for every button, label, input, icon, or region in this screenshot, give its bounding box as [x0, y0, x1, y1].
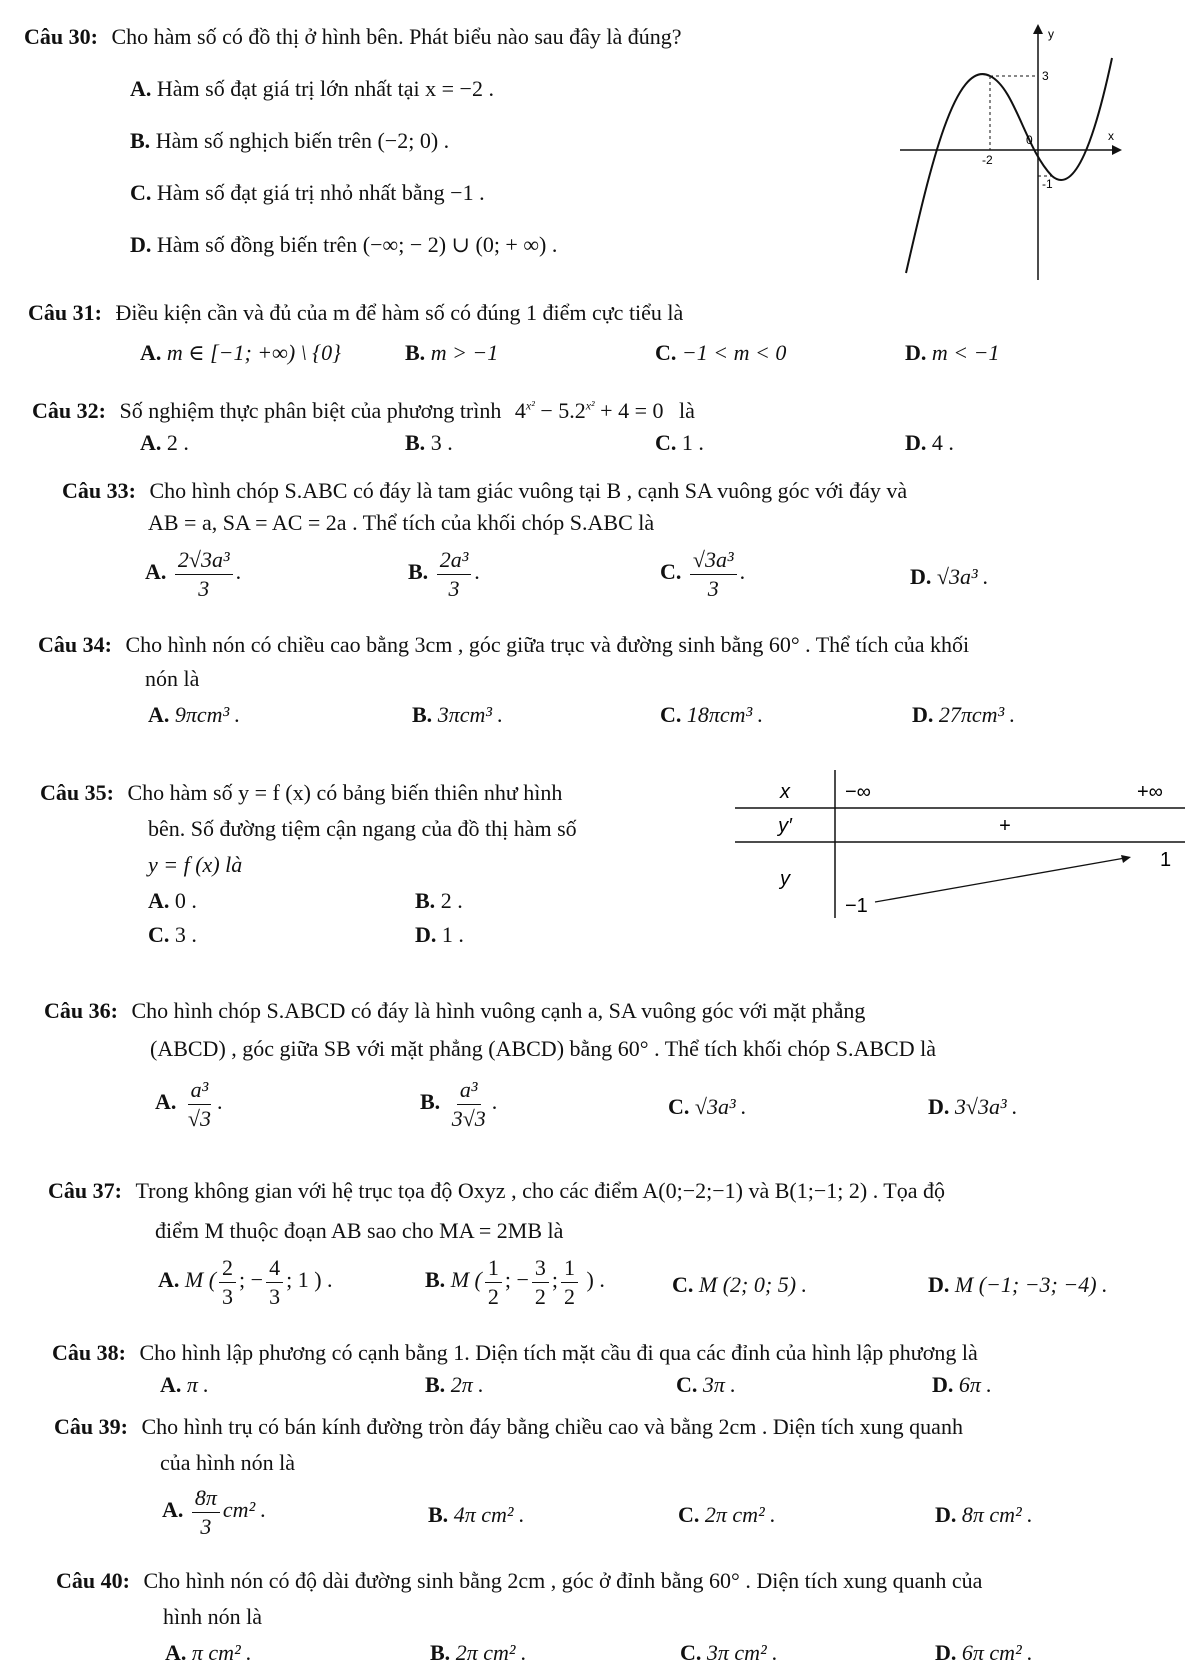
question-number: Câu 33:: [62, 478, 136, 503]
fraction-denominator: 2: [564, 1283, 575, 1309]
option-c[interactable]: [668, 1094, 747, 1119]
option-letter: A.: [160, 1372, 182, 1397]
option-text: 3 .: [174, 922, 197, 947]
question-number: Câu 39:: [54, 1414, 128, 1439]
option-text: 1 .: [441, 922, 464, 947]
question-stem-line2: của hình nón là: [160, 1450, 296, 1475]
option-separator: ;: [551, 1267, 558, 1293]
option-b[interactable]: [425, 1372, 484, 1397]
question-stem: Số nghiệm thực phân biệt của phương trình: [119, 398, 502, 423]
option-tail: .: [474, 559, 480, 585]
variation-table: [735, 770, 1185, 920]
option-tail: .: [491, 1089, 498, 1115]
option-text: M (2; 0; 5) .: [698, 1272, 808, 1297]
tick-minus-1: -1: [1042, 177, 1053, 191]
option-letter: C.: [676, 1372, 698, 1397]
option-letter: B.: [425, 1267, 446, 1293]
fraction-denominator: 3: [269, 1283, 281, 1309]
fraction-numerator: a³: [457, 1076, 481, 1105]
option-text: Hàm số đạt giá trị nhỏ nhất bằng −1 .: [156, 180, 485, 205]
option-text: m > −1: [430, 340, 499, 365]
table-y-right-value: 1: [1160, 849, 1172, 871]
option-a[interactable]: [155, 1076, 222, 1132]
question-number: Câu 36:: [44, 998, 118, 1023]
option-suffix: ) .: [581, 1267, 605, 1293]
question-33: [0, 478, 1192, 618]
fraction-denominator: 3: [448, 575, 460, 601]
option-d[interactable]: [130, 232, 557, 257]
question-stem-line2: điểm M thuộc đoạn AB sao cho MA = 2MB là: [155, 1218, 564, 1243]
option-letter: C.: [672, 1272, 694, 1297]
option-d[interactable]: [932, 1372, 992, 1397]
question-stem: Cho hình chóp S.ABC có đáy là tam giác vuông tại B , cạnh SA vuông góc với đáy và: [149, 478, 908, 503]
option-d[interactable]: [935, 1502, 1033, 1527]
option-text: 2 .: [440, 888, 463, 913]
fraction-numerator: 4: [266, 1254, 283, 1283]
question-stem: Cho hàm số y = f (x) có bảng biến thiên như hình: [127, 780, 563, 805]
option-letter: D.: [928, 1094, 950, 1119]
option-text: 2π cm² .: [704, 1502, 776, 1527]
option-letter: D.: [935, 1502, 957, 1527]
option-letter: C.: [678, 1502, 700, 1527]
option-letter: D.: [130, 232, 152, 257]
eq-middle: − 5.2: [534, 398, 586, 423]
option-letter: C.: [130, 180, 152, 205]
question-stem: Cho hình lập phương có cạnh bằng 1. Diện tích mặt cầu đi qua các đỉnh của hình lập phương là: [139, 1340, 978, 1365]
question-stem-line2: bên. Số đường tiệm cận ngang của đồ thị hàm số: [148, 816, 577, 841]
fraction-denominator: 3: [200, 1513, 212, 1539]
option-d[interactable]: [935, 1640, 1033, 1665]
option-b[interactable]: [430, 1640, 526, 1665]
fraction-numerator: √3a³: [690, 546, 737, 575]
question-number: Câu 38:: [52, 1340, 126, 1365]
option-b[interactable]: [405, 430, 453, 455]
question-38: [0, 1340, 1192, 1400]
option-letter: C.: [668, 1094, 690, 1119]
fraction-numerator: 3: [532, 1254, 549, 1283]
fraction-denominator: 3: [707, 575, 719, 601]
table-neg-inf: −∞: [845, 781, 871, 803]
question-30: [0, 0, 1192, 290]
question-stem: Cho hình trụ có bán kính đường tròn đáy bằng chiều cao và bằng 2cm . Diện tích xung quanh: [141, 1414, 963, 1439]
option-letter: A.: [130, 76, 152, 101]
option-text: 8π cm² .: [961, 1502, 1033, 1527]
question-stem: Cho hình nón có độ dài đường sinh bằng 2cm , góc ở đỉnh bằng 60° . Diện tích xung quanh của: [143, 1568, 983, 1593]
option-text: 3√3a³ .: [954, 1094, 1018, 1119]
option-prefix: M (: [450, 1267, 482, 1293]
option-letter: D.: [912, 702, 934, 727]
fraction-denominator: 2: [487, 1283, 499, 1309]
option-fraction: [219, 1254, 236, 1310]
option-letter: C.: [660, 559, 682, 585]
eq-exponent: x²: [525, 398, 535, 413]
option-letter: D.: [928, 1272, 950, 1297]
option-b[interactable]: [412, 702, 503, 727]
question-stem: Cho hình chóp S.ABCD có đáy là hình vuông cạnh a, SA vuông góc với mặt phẳng: [131, 998, 866, 1023]
question-number: Câu 32:: [32, 398, 106, 423]
fraction-numerator: 1: [485, 1254, 502, 1283]
option-d[interactable]: [912, 702, 1015, 727]
question-34: [0, 632, 1192, 732]
option-letter: A.: [140, 340, 162, 365]
fraction-denominator: 3: [222, 1283, 234, 1309]
question-stem-line2: nón là: [145, 666, 200, 691]
option-letter: B.: [420, 1089, 441, 1115]
option-text: Hàm số nghịch biến trên (−2; 0) .: [155, 128, 450, 153]
option-text: M (−1; −3; −4) .: [954, 1272, 1108, 1297]
question-40: [0, 1568, 1192, 1668]
option-tail: .: [216, 1089, 223, 1115]
option-letter: A.: [158, 1267, 180, 1293]
option-letter: B.: [430, 1640, 451, 1665]
question-number: Câu 34:: [38, 632, 112, 657]
option-letter: B.: [405, 430, 426, 455]
option-letter: A.: [148, 702, 170, 727]
option-a[interactable]: [145, 546, 241, 602]
tick-0: 0: [1026, 133, 1033, 147]
function-curve: [906, 58, 1112, 273]
fraction-numerator: 2√3a³: [175, 546, 233, 575]
option-text: 3π .: [702, 1372, 736, 1397]
option-d[interactable]: [905, 430, 954, 455]
option-d[interactable]: [928, 1272, 1108, 1297]
option-prefix: M (: [184, 1267, 217, 1293]
option-fraction: [437, 546, 472, 602]
option-text: Hàm số đạt giá trị lớn nhất tại x = −2 .: [156, 76, 494, 101]
option-letter: C.: [655, 430, 677, 455]
y-axis-arrow: [1033, 24, 1043, 34]
question-36: [0, 998, 1192, 1148]
equation: [515, 398, 669, 423]
option-text: 2 .: [166, 430, 189, 455]
option-letter: B.: [425, 1372, 446, 1397]
question-number: Câu 37:: [48, 1178, 122, 1203]
question-stem-line3: y = f (x) là: [148, 852, 243, 877]
option-tail: cm² .: [222, 1497, 267, 1523]
option-letter: A.: [162, 1497, 184, 1523]
option-c[interactable]: [148, 922, 197, 947]
option-fraction: [192, 1484, 220, 1540]
question-stem: Cho hình nón có chiều cao bằng 3cm , góc giữa trục và đường sinh bằng 60° . Thể tích của khối: [125, 632, 970, 657]
option-letter: D.: [910, 564, 932, 589]
table-pos-inf: +∞: [1137, 781, 1163, 803]
fraction-denominator: 3√3: [451, 1105, 486, 1131]
option-text: 9πcm³ .: [174, 702, 241, 727]
option-letter: B.: [130, 128, 151, 153]
question-stem-line2: hình nón là: [163, 1604, 262, 1629]
option-a[interactable]: [158, 1254, 333, 1310]
fraction-numerator: 2a³: [437, 546, 472, 575]
option-a[interactable]: [140, 340, 341, 365]
option-text: π cm² .: [191, 1640, 252, 1665]
option-text: 1 .: [681, 430, 704, 455]
cubic-graph: [900, 18, 1130, 290]
option-c[interactable]: [672, 1272, 807, 1297]
option-b[interactable]: [420, 1076, 497, 1132]
table-y-label: y: [780, 868, 790, 890]
option-c[interactable]: [660, 546, 745, 602]
eq-exponent: x²: [585, 398, 595, 413]
question-stem: Điều kiện cần và đủ của m để hàm số có đúng 1 điểm cực tiểu là: [115, 300, 684, 325]
option-b[interactable]: [405, 340, 498, 365]
option-b[interactable]: [408, 546, 480, 602]
option-b[interactable]: [415, 888, 463, 913]
fraction-numerator: 1: [561, 1254, 578, 1283]
question-stem: Trong không gian với hệ trục tọa độ Oxyz , cho các điểm A(0;−2;−1) và B(1;−1; 2) . Tọa độ: [135, 1178, 946, 1203]
option-b[interactable]: [428, 1502, 524, 1527]
fraction-numerator: 8π: [192, 1484, 220, 1513]
fraction-numerator: a³: [188, 1076, 212, 1105]
option-a[interactable]: [130, 76, 494, 101]
option-c[interactable]: [676, 1372, 736, 1397]
question-stem: Cho hàm số có đồ thị ở hình bên. Phát biểu nào sau đây là đúng?: [111, 24, 682, 49]
option-fraction: [449, 1076, 489, 1132]
option-letter: A.: [155, 1089, 177, 1115]
option-text: 4π cm² .: [453, 1502, 525, 1527]
option-text: m ∈ [−1; +∞) \ {0}: [166, 340, 341, 365]
option-c[interactable]: [660, 702, 763, 727]
option-fraction: [185, 1076, 214, 1132]
option-letter: A.: [145, 559, 167, 585]
option-text: π .: [186, 1372, 209, 1397]
option-fraction: [561, 1254, 578, 1310]
option-text: 4 .: [931, 430, 954, 455]
question-31: [0, 300, 1192, 365]
option-text: 3πcm³ .: [437, 702, 503, 727]
option-separator: ; −: [504, 1267, 529, 1293]
option-letter: C.: [660, 702, 682, 727]
option-a[interactable]: [148, 702, 240, 727]
option-fraction: [532, 1254, 549, 1310]
option-letter: C.: [148, 922, 170, 947]
option-letter: A.: [148, 888, 170, 913]
option-letter: C.: [655, 340, 677, 365]
option-a[interactable]: [140, 430, 189, 455]
option-letter: B.: [405, 340, 426, 365]
option-text: 27πcm³ .: [938, 702, 1016, 727]
question-stem-line2: AB = a, SA = AC = 2a . Thể tích của khối chóp S.ABC là: [148, 510, 655, 535]
option-letter: B.: [415, 888, 436, 913]
option-letter: B.: [428, 1502, 449, 1527]
option-text: 18πcm³ .: [686, 702, 764, 727]
option-letter: D.: [905, 430, 927, 455]
arrow-head: [1121, 855, 1131, 863]
option-d[interactable]: [905, 340, 999, 365]
question-number: Câu 30:: [24, 24, 98, 49]
question-number: Câu 40:: [56, 1568, 130, 1593]
question-stem-line2: (ABCD) , góc giữa SB với mặt phẳng (ABCD) bằng 60° . Thể tích khối chóp S.ABCD là: [150, 1036, 936, 1061]
fraction-denominator: 3: [198, 575, 210, 601]
option-b[interactable]: [130, 128, 449, 153]
question-stem-end: là: [679, 398, 695, 423]
option-d[interactable]: [415, 922, 464, 947]
option-a[interactable]: [148, 888, 197, 913]
option-c[interactable]: [680, 1640, 778, 1665]
option-c[interactable]: [130, 180, 485, 205]
option-letter: B.: [408, 559, 429, 585]
eq-end: + 4 = 0: [594, 398, 664, 423]
table-x-label: x: [780, 781, 790, 803]
option-letter: D.: [932, 1372, 954, 1397]
option-text: 2π cm² .: [455, 1640, 527, 1665]
option-letter: C.: [680, 1640, 702, 1665]
option-c[interactable]: [655, 430, 704, 455]
table-y-left-value: −1: [845, 895, 868, 917]
fraction-denominator: √3: [187, 1105, 211, 1131]
option-tail: .: [235, 559, 242, 585]
option-c[interactable]: [655, 340, 786, 365]
option-text: Hàm số đồng biến trên (−∞; − 2) ∪ (0; + ∞) .: [156, 232, 558, 257]
option-text: √3a³ .: [936, 564, 989, 589]
option-d[interactable]: [910, 564, 989, 589]
option-c[interactable]: [678, 1502, 776, 1527]
question-number: Câu 35:: [40, 780, 114, 805]
y-axis-label: y: [1048, 27, 1054, 41]
option-letter: A.: [165, 1640, 187, 1665]
fraction-denominator: 2: [534, 1283, 546, 1309]
x-axis-label: x: [1108, 129, 1114, 143]
option-text: 0 .: [174, 888, 197, 913]
tick-minus-2: -2: [982, 153, 993, 167]
option-text: 3π cm² .: [706, 1640, 778, 1665]
question-32: [0, 398, 1192, 458]
option-a[interactable]: [165, 1640, 252, 1665]
option-letter: B.: [412, 702, 433, 727]
question-35: [0, 780, 1192, 960]
option-fraction: [175, 546, 233, 602]
option-a[interactable]: [160, 1372, 209, 1397]
option-a[interactable]: [162, 1484, 266, 1540]
option-letter: D.: [415, 922, 437, 947]
increasing-arrow: [875, 858, 1125, 902]
tick-3: 3: [1042, 69, 1049, 83]
option-letter: D.: [935, 1640, 957, 1665]
option-text: −1 < m < 0: [681, 340, 787, 365]
option-b[interactable]: [425, 1254, 605, 1310]
option-fraction: [266, 1254, 283, 1310]
question-39: [0, 1414, 1192, 1544]
option-text: 3 .: [430, 430, 453, 455]
table-yprime-label: y′: [778, 815, 792, 837]
option-text: √3a³ .: [694, 1094, 747, 1119]
option-letter: A.: [140, 430, 162, 455]
option-tail: .: [739, 559, 746, 585]
option-text: m < −1: [931, 340, 1000, 365]
option-suffix: ; 1 ) .: [286, 1267, 333, 1293]
question-37: [0, 1178, 1192, 1308]
option-fraction: [485, 1254, 502, 1310]
option-d[interactable]: [928, 1094, 1018, 1119]
option-text: 2π .: [450, 1372, 484, 1397]
eq-base: 4: [514, 398, 526, 423]
x-axis-arrow: [1112, 145, 1122, 155]
option-text: 6π cm² .: [961, 1640, 1033, 1665]
table-sign: +: [999, 815, 1011, 837]
option-text: 6π .: [958, 1372, 992, 1397]
option-separator: ; −: [239, 1267, 264, 1293]
option-letter: D.: [905, 340, 927, 365]
question-number: Câu 31:: [28, 300, 102, 325]
option-fraction: [690, 546, 737, 602]
fraction-numerator: 2: [219, 1254, 236, 1283]
